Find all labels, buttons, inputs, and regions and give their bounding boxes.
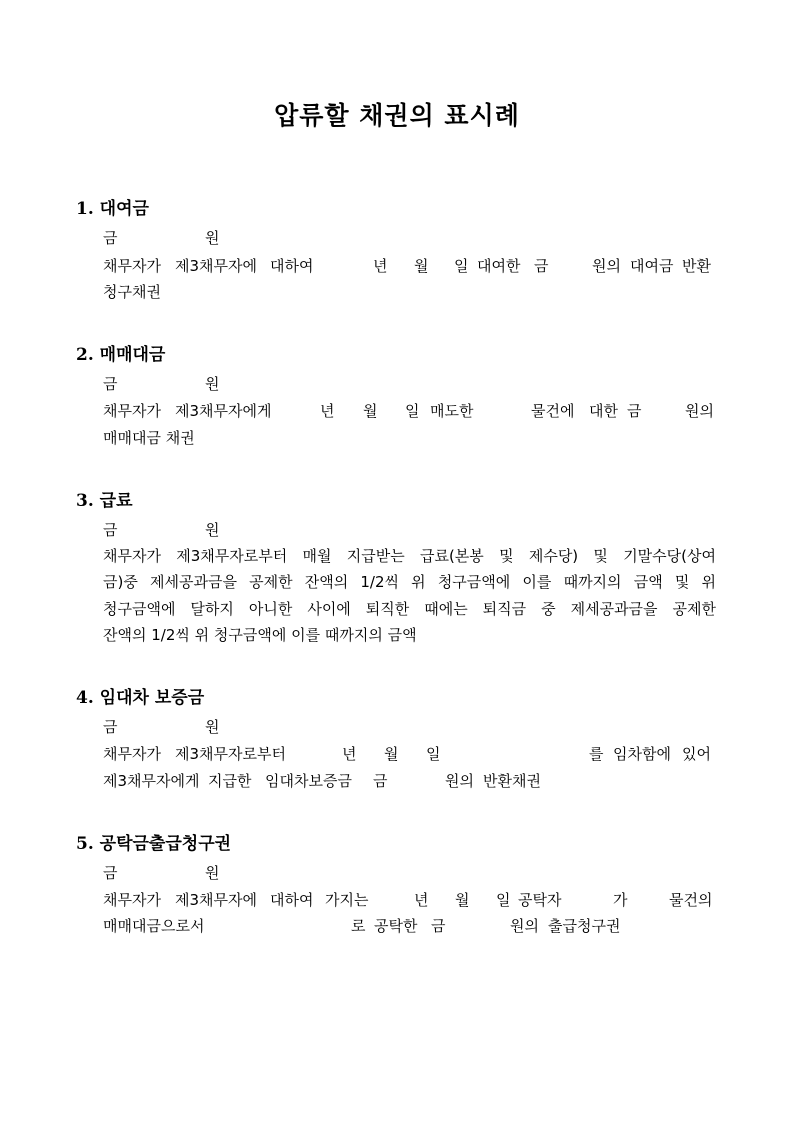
text: 원의 [510,917,539,935]
text: 임차함에 [613,745,671,763]
text: 매도한 [430,402,474,420]
text: 년 [342,745,357,763]
text: 일 [454,257,469,275]
text: 채무자가 [103,891,161,909]
text: 원의 [445,772,474,790]
amount-label: 금 [103,864,118,882]
text: 있어 [682,745,711,763]
text: 일 [426,745,441,763]
text: 년 [373,257,388,275]
text: 일 [405,402,420,420]
text: 임대차보증금 [265,772,352,790]
text: 월 [455,891,470,909]
text: 금 [627,402,642,420]
text: 잔액의 1/2씩 위 청구금액에 이를 때까지의 금액 [103,626,417,644]
text: 가 [613,891,628,909]
text: 물건에 [531,402,575,420]
text: 채무자가 [103,745,161,763]
amount-label: 금 [103,375,118,393]
text: 가지는 [325,891,369,909]
text: 를 [589,745,604,763]
amount-label: 금 [103,521,118,539]
text: 제3채무자에 [175,891,257,909]
amount-unit: 원 [205,375,220,393]
text: 지급한 [208,772,252,790]
text: 공탁자 [518,891,562,909]
text: 년 [414,891,429,909]
text: 금 [373,772,388,790]
text: 채무자가 [103,257,161,275]
text: 월 [414,257,429,275]
text: 대하여 [270,891,314,909]
amount-unit: 원 [205,864,220,882]
text: 금)중 제세공과금을 공제한 잔액의 1/2씩 위 청구금액에 이를 때까지의 금액 및 위 [103,573,716,591]
text: 공탁한 [374,917,418,935]
text: 청구채권 [103,283,161,301]
text: 월 [363,402,378,420]
text: 출급청구권 [548,917,621,935]
text: 금 [534,257,549,275]
amount-unit: 원 [205,521,220,539]
section-heading-deposit-withdrawal-claim: 5. 공탁금출급청구권 [76,834,232,854]
text: 채무자가 [103,402,161,420]
text: 제3채무자로부터 [175,745,286,763]
section-heading-sale-price: 2. 매매대금 [76,345,166,365]
amount-unit: 원 [205,718,220,736]
text: 반환 [682,257,711,275]
text: 대여한 [477,257,521,275]
text: 월 [384,745,399,763]
text: 대여금 [630,257,674,275]
text: 일 [496,891,511,909]
text: 대하여 [270,257,314,275]
amount-unit: 원 [205,229,220,247]
text: 년 [320,402,335,420]
section-heading-loan: 1. 대여금 [76,199,149,219]
text: 제3채무자에게 [175,402,272,420]
text: 채무자가 제3채무자로부터 매월 지급받는 급료(본봉 및 제수당) 및 기말수당(상여 [103,547,716,565]
text: 금 [431,917,446,935]
text: 대한 [589,402,618,420]
text: 로 [351,917,366,935]
text: 원의 [592,257,621,275]
text: 청구금액에 달하지 아니한 사이에 퇴직한 때에는 퇴직금 중 제세공과금을 공제한 [103,600,716,618]
page-title: 압류할 채권의 표시례 [274,101,520,130]
section-heading-lease-deposit: 4. 임대차 보증금 [76,688,205,708]
text: 반환채권 [483,772,541,790]
text: 제3채무자에 [175,257,257,275]
text: 매매대금으로서 [103,917,205,935]
text: 매매대금 채권 [103,429,195,447]
text: 물건의 [669,891,713,909]
amount-label: 금 [103,229,118,247]
amount-label: 금 [103,718,118,736]
text: 제3채무자에게 [103,772,200,790]
section-heading-salary: 3. 급료 [76,491,133,511]
text: 원의 [685,402,714,420]
